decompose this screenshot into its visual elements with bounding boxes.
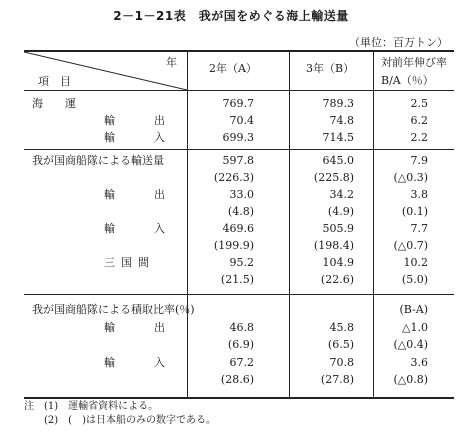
header-col1: 2年（A） <box>209 62 257 75</box>
row-label: 三国間 <box>104 256 155 269</box>
value-2nen: 67.2 <box>229 356 254 369</box>
value-3nen: (27.8) <box>320 373 354 386</box>
value-3nen: 34.2 <box>329 188 354 201</box>
header-col3-line2: B/A（％） <box>381 74 434 87</box>
header-year-label: 年 <box>166 56 177 69</box>
value-2nen: 769.7 <box>222 97 254 110</box>
table-row <box>24 238 454 254</box>
table-row <box>24 170 454 186</box>
section-rule <box>24 149 454 150</box>
header-rule <box>24 90 454 91</box>
table-row <box>24 96 454 112</box>
value-growth: (△0.4) <box>393 338 428 351</box>
row-label: 輸 入 <box>104 131 179 144</box>
value-2nen: 70.4 <box>229 114 254 127</box>
row-label: 輸 入 <box>104 222 179 235</box>
value-3nen: (22.6) <box>320 273 354 286</box>
value-3nen: (225.8) <box>313 171 354 184</box>
value-growth: (0.1) <box>401 205 428 218</box>
footnote-1: 注 (1) 運輸省資料による。 <box>24 401 159 412</box>
table-row <box>24 187 454 203</box>
value-2nen: (28.6) <box>220 373 254 386</box>
value-growth: 7.7 <box>410 222 428 235</box>
table-row <box>24 255 454 271</box>
value-2nen: 597.8 <box>222 154 254 167</box>
value-3nen: 74.8 <box>329 114 354 127</box>
table-row <box>24 337 454 353</box>
table-row <box>24 221 454 237</box>
value-growth: 6.2 <box>410 114 428 127</box>
footnotes <box>24 400 216 428</box>
value-2nen: (4.8) <box>227 205 254 218</box>
value-growth: 7.9 <box>410 154 428 167</box>
value-3nen: (6.5) <box>327 338 354 351</box>
value-2nen: 46.8 <box>229 321 254 334</box>
header-item-label: 項 目 <box>38 75 71 88</box>
value-growth: 10.2 <box>403 256 428 269</box>
table-row <box>24 355 454 371</box>
value-2nen: (226.3) <box>213 171 254 184</box>
table-row <box>24 320 454 336</box>
value-growth: △1.0 <box>402 321 428 334</box>
value-growth: (△0.7) <box>393 239 428 252</box>
value-2nen: (199.9) <box>213 239 254 252</box>
value-2nen: 699.3 <box>222 131 254 144</box>
value-3nen: (198.4) <box>313 239 354 252</box>
row-label: 輸 入 <box>104 356 179 369</box>
value-2nen: (21.5) <box>220 273 254 286</box>
value-3nen: (4.9) <box>327 205 354 218</box>
row-label: 輸 出 <box>104 188 179 201</box>
value-growth: (△0.8) <box>393 373 428 386</box>
table-row <box>24 113 454 129</box>
table-row <box>24 153 454 169</box>
value-3nen: 505.9 <box>322 222 354 235</box>
unit-label: （単位：百万トン） <box>349 36 448 49</box>
table-row <box>24 204 454 220</box>
table-row <box>24 302 454 318</box>
value-3nen: 104.9 <box>322 256 354 269</box>
value-2nen: 469.6 <box>222 222 254 235</box>
value-3nen: 714.5 <box>322 131 354 144</box>
value-growth: (B-A) <box>399 303 428 316</box>
value-growth: 2.5 <box>410 97 428 110</box>
footnote-2: (2) ( )は日本船のみの数字である。 <box>24 415 216 426</box>
row-label: 海 運 <box>32 97 76 110</box>
table-row <box>24 130 454 146</box>
header-col2: 3年（B） <box>306 62 355 75</box>
value-growth: 3.6 <box>410 356 428 369</box>
row-label: 輸 出 <box>104 114 179 127</box>
table-row <box>24 372 454 388</box>
data-table <box>24 50 454 399</box>
value-3nen: 70.8 <box>329 356 354 369</box>
value-3nen: 645.0 <box>322 154 354 167</box>
section-rule <box>24 294 454 295</box>
value-3nen: 45.8 <box>329 321 354 334</box>
header-col3-line1: 対前年伸び率 <box>381 56 447 69</box>
row-label: 我が国商船隊による輸送量 <box>32 154 164 167</box>
row-label: 輸 出 <box>104 321 179 334</box>
value-growth: 3.8 <box>410 188 428 201</box>
value-3nen: 789.3 <box>322 97 354 110</box>
value-growth: 2.2 <box>410 131 428 144</box>
value-growth: (5.0) <box>401 273 428 286</box>
value-growth: (△0.3) <box>393 171 428 184</box>
table-row <box>24 272 454 288</box>
value-2nen: 33.0 <box>229 188 254 201</box>
value-2nen: (6.9) <box>227 338 254 351</box>
row-label: 我が国商船隊による積取比率(％) <box>32 303 195 316</box>
value-2nen: 95.2 <box>229 256 254 269</box>
table-title: 2－1－21表 我が国をめぐる海上輸送量 <box>113 9 349 23</box>
